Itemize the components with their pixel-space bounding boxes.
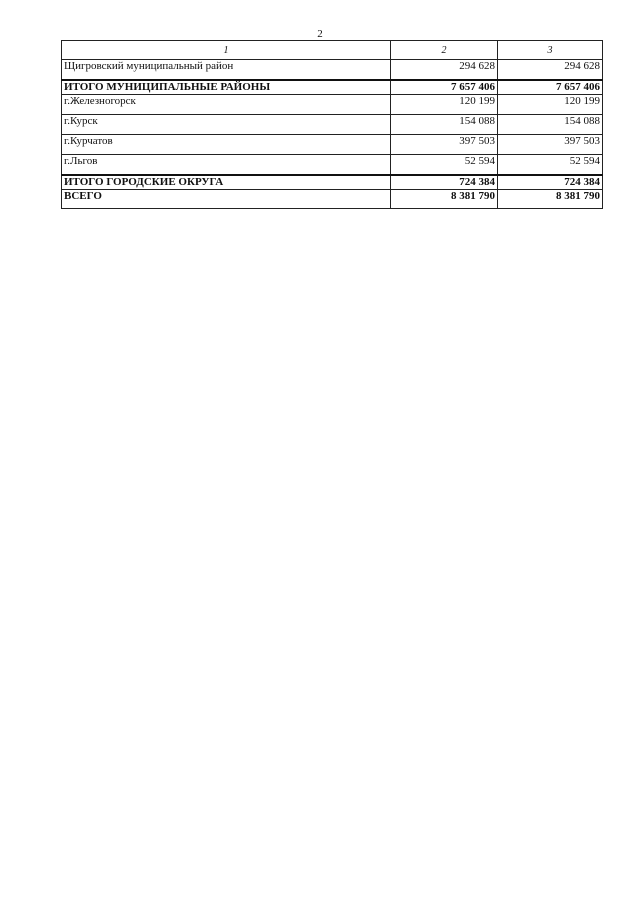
column-header: 3: [498, 41, 603, 60]
table-row: [62, 115, 603, 135]
row-value-col2: 120 199: [391, 95, 498, 115]
row-value-col2: 294 628: [391, 60, 498, 81]
row-name: г.Курск: [62, 115, 391, 135]
table-row: [62, 95, 603, 115]
row-value-col2: 724 384: [391, 175, 498, 190]
table-row: [62, 60, 603, 81]
row-name: г.Курчатов: [62, 135, 391, 155]
row-value-col2: 52 594: [391, 155, 498, 176]
grand-total-row: [62, 190, 603, 209]
row-name: ИТОГО ГОРОДСКИЕ ОКРУГА: [62, 175, 391, 190]
table-row: [62, 135, 603, 155]
row-value-col3: 397 503: [498, 135, 603, 155]
subtotal-row: [62, 175, 603, 190]
row-value-col3: 7 657 406: [498, 80, 603, 95]
row-name: Щигровский муниципальный район: [62, 60, 391, 81]
row-value-col3: 52 594: [498, 155, 603, 176]
row-value-col2: 8 381 790: [391, 190, 498, 209]
subtotal-row: [62, 80, 603, 95]
table-header-row: [62, 41, 603, 60]
page-number: 2: [317, 28, 323, 40]
row-value-col3: 294 628: [498, 60, 603, 81]
column-header: 1: [62, 41, 391, 60]
row-value-col3: 120 199: [498, 95, 603, 115]
row-value-col2: 397 503: [391, 135, 498, 155]
budget-table: [61, 40, 603, 209]
row-value-col3: 154 088: [498, 115, 603, 135]
row-value-col2: 7 657 406: [391, 80, 498, 95]
row-name: г.Льгов: [62, 155, 391, 176]
row-name: ВСЕГО: [62, 190, 391, 209]
row-value-col2: 154 088: [391, 115, 498, 135]
row-name: г.Железногорск: [62, 95, 391, 115]
row-value-col3: 8 381 790: [498, 190, 603, 209]
row-name: ИТОГО МУНИЦИПАЛЬНЫЕ РАЙОНЫ: [62, 80, 391, 95]
table-row: [62, 155, 603, 176]
column-header: 2: [391, 41, 498, 60]
row-value-col3: 724 384: [498, 175, 603, 190]
